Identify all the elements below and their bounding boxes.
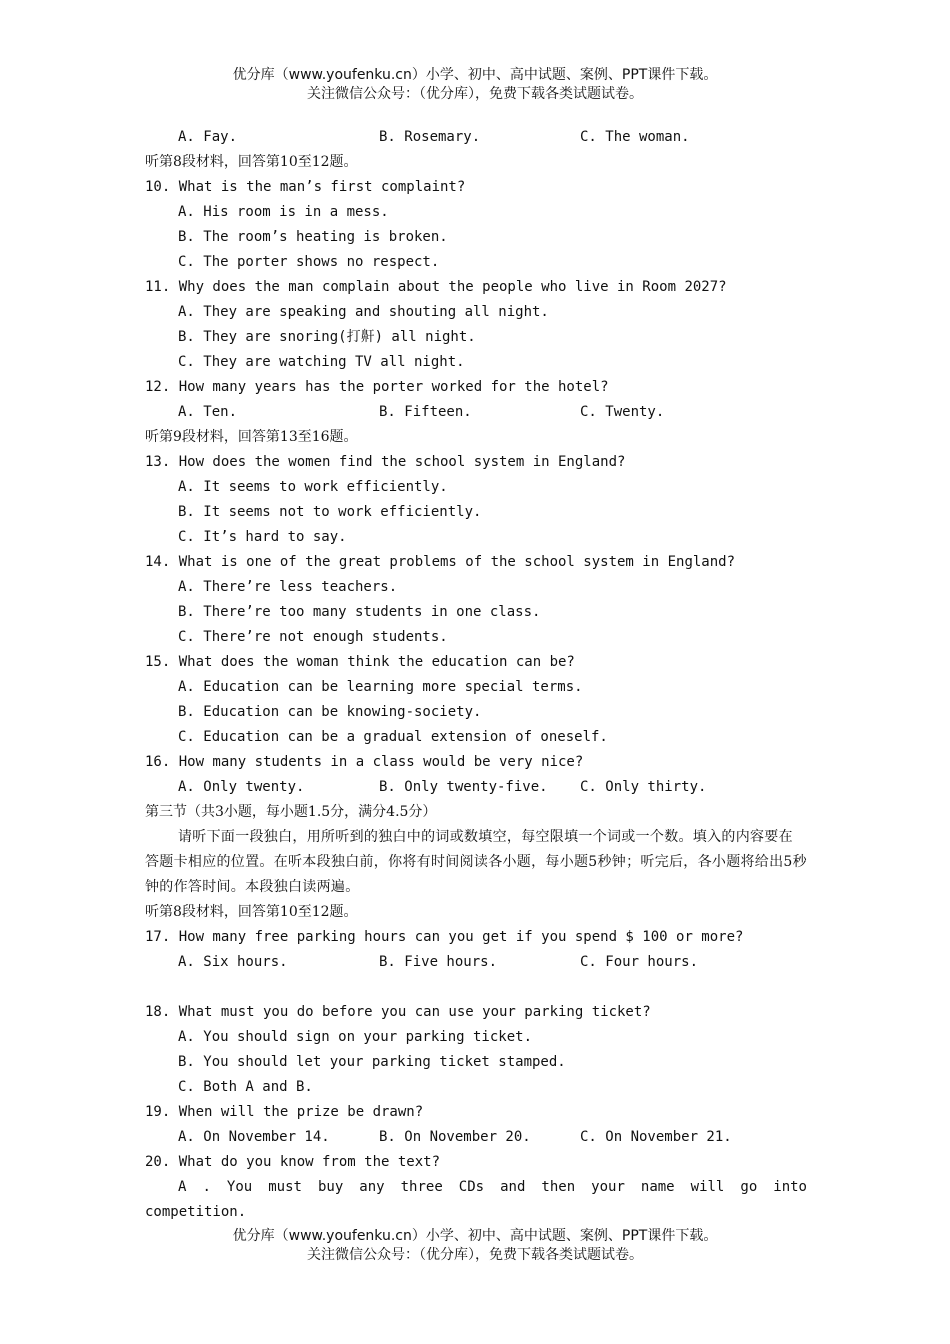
question-14-stem: 14. What is one of the great problems of the school system in England? xyxy=(145,554,736,570)
question-18-stem: 18. What must you do before you can use your parking ticket? xyxy=(145,1004,651,1020)
section-heading: 听第9段材料，回答第13至16题。 xyxy=(145,429,358,445)
option-c: C. Only thirty. xyxy=(580,779,707,795)
option-a: A. You should sign on your parking ticket. xyxy=(178,1029,533,1045)
footer-line-2: 关注微信公众号：（优分库），免费下载各类试题试卷。 xyxy=(307,1247,643,1263)
option-b: B. Five hours. xyxy=(379,954,498,970)
header-line-2: 关注微信公众号：（优分库），免费下载各类试题试卷。 xyxy=(307,86,643,102)
question-20-stem: 20. What do you know from the text? xyxy=(145,1154,441,1170)
option-a-line-1: A . You must buy any three CDs and then your name will go into xyxy=(178,1179,807,1195)
part-3-instructions: 请听下面一段独白，用所听到的独白中的词或数填空，每空限填一个词或一个数。填入的内容要在答题卡相应的位置。在听本段独白前，你将有时间阅读各小题，每小题5秒钟；听完后，各小题将给出5秒钟的作答时间。本段独白读两遍。 xyxy=(145,829,807,895)
option-b: B. It seems not to work efficiently. xyxy=(178,504,482,520)
option-c: C. On November 21. xyxy=(580,1129,732,1145)
question-12-options xyxy=(145,400,807,425)
option-a: A. Ten. xyxy=(178,404,238,420)
question-13-stem: 13. How does the women find the school system in England? xyxy=(145,454,626,470)
question-19-options xyxy=(145,1125,807,1150)
part-3-title: 第三节（共3小题，每小题1.5分，满分4.5分） xyxy=(145,804,437,820)
question-12-stem: 12. How many years has the porter worked for the hotel? xyxy=(145,379,609,395)
question-17-options xyxy=(145,950,807,975)
option-b: B. On November 20. xyxy=(379,1129,531,1145)
question-9-options xyxy=(145,125,807,150)
footer-line-1: 优分库（www.youfenku.cn）小学、初中、高中试题、案例、PPT课件下载。 xyxy=(232,1228,718,1244)
option-b: B. Education can be knowing-society. xyxy=(178,704,482,720)
option-a: A. On November 14. xyxy=(178,1129,330,1145)
option-b: B. You should let your parking ticket stamped. xyxy=(178,1054,566,1070)
page-footer xyxy=(0,1227,950,1265)
option-b: B. There’re too many students in one class. xyxy=(178,604,541,620)
blank-line xyxy=(145,975,807,1000)
option-b: B. Rosemary. xyxy=(379,129,481,145)
section-heading: 听第8段材料，回答第10至12题。 xyxy=(145,904,358,920)
option-b: B. Only twenty-five. xyxy=(379,779,548,795)
option-b: B. They are snoring(打鼾) all night. xyxy=(178,329,476,345)
option-a: A. It seems to work efficiently. xyxy=(178,479,448,495)
question-11-stem: 11. Why does the man complain about the people who live in Room 2027? xyxy=(145,279,727,295)
option-a: A. Fay. xyxy=(178,129,238,145)
option-b: B. The room’s heating is broken. xyxy=(178,229,448,245)
question-16-options xyxy=(145,775,807,800)
question-17-stem: 17. How many free parking hours can you get if you spend $ 100 or more? xyxy=(145,929,744,945)
question-10-stem: 10. What is the man’s first complaint? xyxy=(145,179,466,195)
option-a: A. Education can be learning more special terms. xyxy=(178,679,583,695)
section-heading: 听第8段材料，回答第10至12题。 xyxy=(145,154,358,170)
option-c: C. There’re not enough students. xyxy=(178,629,448,645)
question-15-stem: 15. What does the woman think the education can be? xyxy=(145,654,575,670)
option-c: C. Twenty. xyxy=(580,404,665,420)
option-c: C. Education can be a gradual extension of oneself. xyxy=(178,729,608,745)
header-line-1: 优分库（www.youfenku.cn）小学、初中、高中试题、案例、PPT课件下载。 xyxy=(232,67,718,83)
option-a: A. Only twenty. xyxy=(178,779,305,795)
question-19-stem: 19. When will the prize be drawn? xyxy=(145,1104,424,1120)
exam-content xyxy=(145,125,807,1225)
option-c: C. They are watching TV all night. xyxy=(178,354,465,370)
page-header xyxy=(0,66,950,104)
option-a: A. His room is in a mess. xyxy=(178,204,389,220)
option-c: C. The woman. xyxy=(580,129,690,145)
option-c: C. It’s hard to say. xyxy=(178,529,347,545)
option-a: A. There’re less teachers. xyxy=(178,579,398,595)
option-a: A. Six hours. xyxy=(178,954,288,970)
question-16-stem: 16. How many students in a class would be very nice? xyxy=(145,754,584,770)
option-c: C. Four hours. xyxy=(580,954,699,970)
option-a-line-2: competition. xyxy=(145,1204,247,1220)
option-c: C. The porter shows no respect. xyxy=(178,254,440,270)
option-b: B. Fifteen. xyxy=(379,404,472,420)
option-c: C. Both A and B. xyxy=(178,1079,313,1095)
option-a: A. They are speaking and shouting all night. xyxy=(178,304,549,320)
